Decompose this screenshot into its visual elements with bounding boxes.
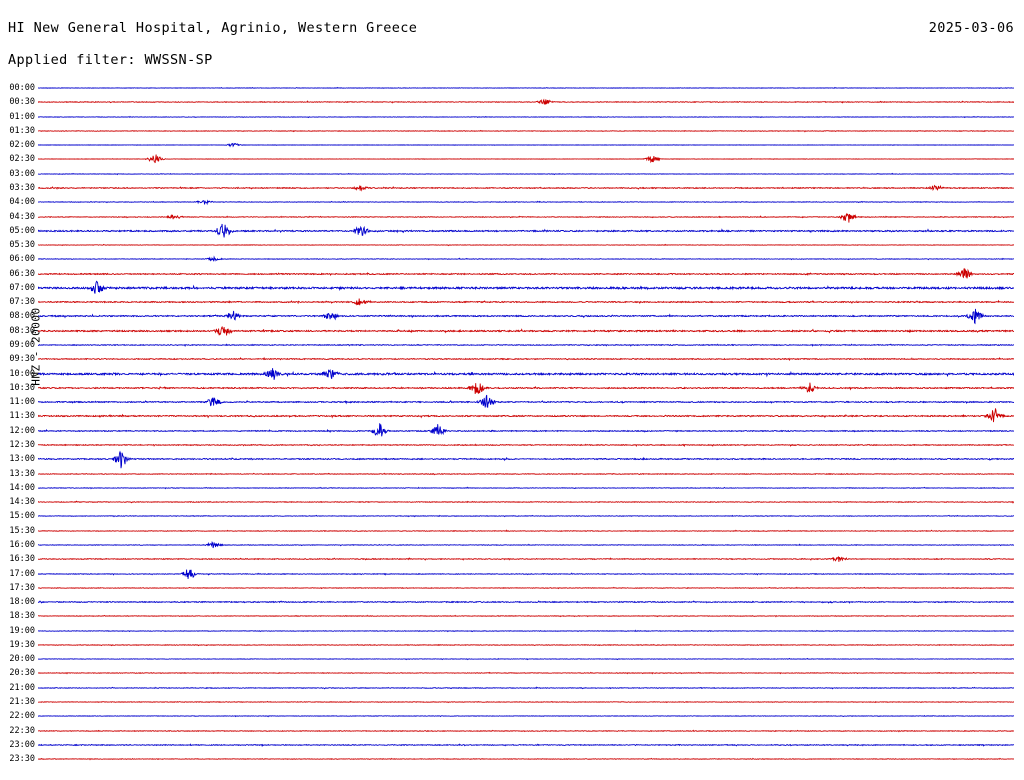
time-tick-label: 09:30 — [9, 354, 35, 365]
time-tick-label: 01:00 — [9, 111, 35, 122]
time-tick-label: 21:30 — [9, 696, 35, 707]
time-tick-label: 17:30 — [9, 582, 35, 593]
time-tick-label: 00:00 — [9, 82, 35, 93]
time-tick-label: 05:00 — [9, 225, 35, 236]
time-tick-label: 05:30 — [9, 239, 35, 250]
time-tick-label: 21:00 — [9, 682, 35, 693]
trace-waveform — [38, 748, 1014, 770]
time-tick-label: 15:00 — [9, 511, 35, 522]
time-tick-label: 12:00 — [9, 425, 35, 436]
time-tick-label: 07:30 — [9, 296, 35, 307]
time-tick-label: 18:30 — [9, 611, 35, 622]
time-tick-label: 01:30 — [9, 125, 35, 136]
time-tick-label: 02:00 — [9, 139, 35, 150]
time-tick-label: 19:30 — [9, 639, 35, 650]
time-tick-label: 13:00 — [9, 454, 35, 465]
time-tick-label: 18:00 — [9, 596, 35, 607]
time-tick-label: 23:30 — [9, 753, 35, 764]
time-tick-label: 23:00 — [9, 739, 35, 750]
time-tick-label: 11:00 — [9, 396, 35, 407]
page-title: HI New General Hospital, Agrinio, Western Greece — [8, 20, 418, 36]
time-tick-label: 09:00 — [9, 339, 35, 350]
time-tick-label: 08:30 — [9, 325, 35, 336]
time-tick-label: 02:30 — [9, 154, 35, 165]
time-tick-label: 06:00 — [9, 254, 35, 265]
time-tick-label: 20:00 — [9, 653, 35, 664]
time-tick-label: 13:30 — [9, 468, 35, 479]
time-tick-label: 06:30 — [9, 268, 35, 279]
time-tick-label: 16:00 — [9, 539, 35, 550]
trace-row — [9, 748, 1014, 770]
time-tick-label: 20:30 — [9, 668, 35, 679]
time-tick-label: 03:00 — [9, 168, 35, 179]
record-date: 2025-03-06 — [928, 20, 1014, 36]
time-tick-label: 19:00 — [9, 625, 35, 636]
time-tick-label: 11:30 — [9, 411, 35, 422]
time-tick-label: 07:00 — [9, 282, 35, 293]
time-tick-label: 17:00 — [9, 568, 35, 579]
time-tick-label: 08:00 — [9, 311, 35, 322]
time-tick-label: 10:00 — [9, 368, 35, 379]
applied-filter-label: Applied filter: WWSSN-SP — [8, 52, 213, 68]
time-tick-label: 00:30 — [9, 97, 35, 108]
time-tick-label: 22:00 — [9, 711, 35, 722]
y-axis-label: HNZ - 20000 — [29, 307, 43, 386]
time-tick-label: 03:30 — [9, 182, 35, 193]
time-tick-label: 14:00 — [9, 482, 35, 493]
time-tick-label: 04:30 — [9, 211, 35, 222]
time-tick-label: 22:30 — [9, 725, 35, 736]
time-tick-label: 04:00 — [9, 196, 35, 207]
time-tick-label: 10:30 — [9, 382, 35, 393]
time-tick-label: 12:30 — [9, 439, 35, 450]
time-tick-label: 16:30 — [9, 553, 35, 564]
time-tick-label: 14:30 — [9, 496, 35, 507]
time-tick-label: 15:30 — [9, 525, 35, 536]
